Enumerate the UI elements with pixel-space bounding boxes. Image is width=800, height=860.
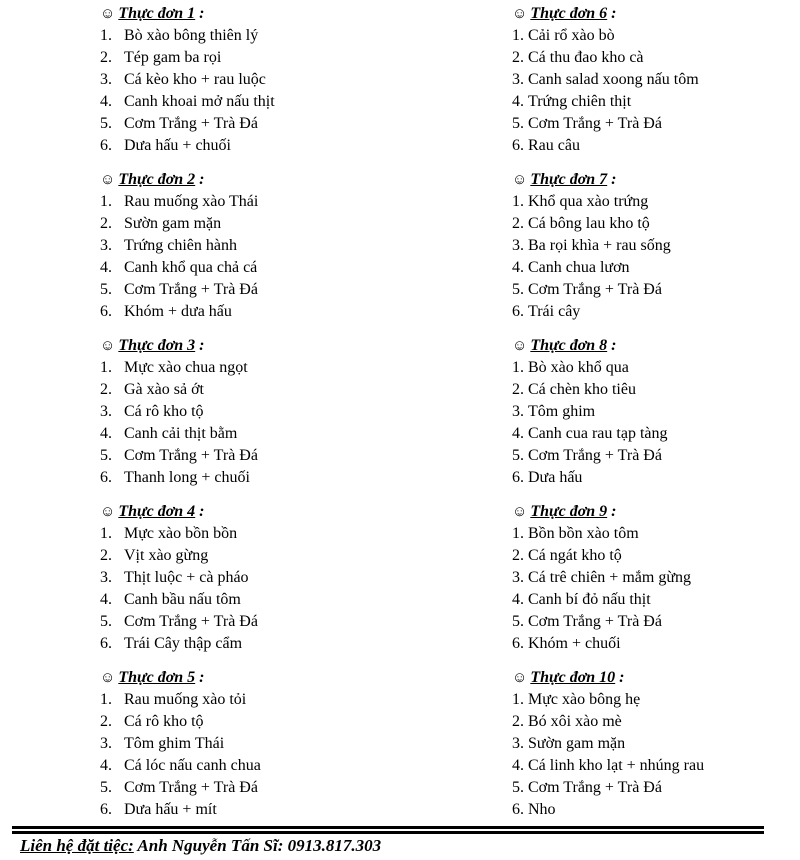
item-number: 1.: [100, 525, 112, 542]
menu-item: [100, 755, 400, 777]
menu-item: [100, 689, 400, 711]
dish-name: Cá bông lau kho tộ: [528, 215, 650, 232]
menu-item: [100, 611, 400, 633]
menu-title-colon: :: [199, 5, 205, 22]
menu-item: [100, 357, 400, 379]
item-number: 4.: [512, 425, 524, 442]
menu-title-text: Thực đơn 3: [118, 337, 196, 354]
menu-title: [100, 3, 400, 25]
dish-name: Canh khổ qua chả cá: [124, 259, 258, 276]
menu-item: [100, 113, 400, 135]
menu-item: [512, 47, 800, 69]
item-number: 6.: [512, 137, 524, 154]
dish-name: Canh khoai mở nấu thịt: [124, 93, 275, 110]
menu-title-colon: :: [199, 171, 205, 188]
menu-item: [100, 301, 400, 323]
item-number: 1.: [100, 691, 112, 708]
divider-line-bottom: [12, 831, 764, 834]
menu-title-text: Thực đơn 2: [118, 171, 196, 188]
dish-name: Khóm + chuối: [528, 635, 621, 652]
dish-name: Cơm Trắng + Trà Đá: [528, 447, 662, 464]
dish-name: Dưa hấu: [528, 469, 583, 486]
menu-item: [512, 213, 800, 235]
menu-item: [100, 257, 400, 279]
menu-title-text: Thực đơn 6: [530, 5, 608, 22]
menu-item: [512, 257, 800, 279]
menu-title: [100, 667, 400, 689]
item-number: 5.: [100, 447, 112, 464]
menu-item: [512, 467, 800, 489]
item-number: 4.: [100, 93, 112, 110]
item-number: 2.: [100, 381, 112, 398]
menu-item: [100, 523, 400, 545]
item-number: 1.: [100, 27, 112, 44]
dish-name: Cá rô kho tộ: [124, 713, 204, 730]
dish-name: Cơm Trắng + Trà Đá: [124, 447, 258, 464]
menu-item: [512, 357, 800, 379]
divider-line-top: [12, 826, 764, 829]
menu-title: [512, 169, 800, 191]
menu-item: [100, 799, 400, 821]
menu-item: [512, 301, 800, 323]
item-number: 5.: [512, 779, 524, 796]
smiley-icon: ☺: [100, 504, 116, 520]
menu-title: [512, 501, 800, 523]
item-number: 6.: [100, 469, 112, 486]
item-number: 5.: [512, 447, 524, 464]
dish-name: Cơm Trắng + Trà Đá: [124, 779, 258, 796]
menu-item: [100, 467, 400, 489]
menu-item: [100, 279, 400, 301]
menu-4: [100, 501, 400, 655]
item-number: 6.: [512, 303, 524, 320]
menu-item: [100, 191, 400, 213]
menu-7: [512, 169, 800, 323]
dish-name: Mực xào chua ngọt: [124, 359, 248, 376]
dish-name: Bò xào khổ qua: [528, 359, 629, 376]
dish-name: Nho: [528, 801, 556, 818]
item-number: 4.: [100, 259, 112, 276]
menu-item: [512, 523, 800, 545]
item-number: 5.: [512, 281, 524, 298]
item-number: 2.: [512, 547, 524, 564]
dish-name: Trứng chiên hành: [124, 237, 237, 254]
item-number: 2.: [100, 547, 112, 564]
menu-title-text: Thực đơn 7: [530, 171, 608, 188]
contact-line: [20, 835, 381, 857]
item-number: 2.: [512, 381, 524, 398]
dish-name: Canh bí đỏ nấu thịt: [528, 591, 651, 608]
item-number: 1.: [512, 525, 524, 542]
menu-item: [100, 401, 400, 423]
item-number: 6.: [100, 801, 112, 818]
item-number: 3.: [512, 569, 524, 586]
item-number: 5.: [100, 115, 112, 132]
menu-title: [512, 3, 800, 25]
dish-name: Tôm ghim Thái: [124, 735, 225, 752]
dish-name: Cá ngát kho tộ: [528, 547, 622, 564]
menu-title: [512, 667, 800, 689]
menu-item: [512, 445, 800, 467]
item-number: 3.: [100, 735, 112, 752]
item-number: 3.: [100, 71, 112, 88]
dish-name: Gà xào sả ớt: [124, 381, 204, 398]
menu-item: [100, 213, 400, 235]
dish-name: Cơm Trắng + Trà Đá: [528, 115, 662, 132]
menu-item: [512, 91, 800, 113]
menu-item: [100, 135, 400, 157]
menu-6: [512, 3, 800, 157]
smiley-icon: ☺: [512, 670, 528, 686]
item-number: 3.: [100, 403, 112, 420]
dish-name: Mực xào bông hẹ: [528, 691, 641, 708]
item-number: 6.: [100, 303, 112, 320]
menu-item: [512, 235, 800, 257]
item-number: 3.: [512, 735, 524, 752]
item-number: 3.: [512, 403, 524, 420]
menu-item: [512, 755, 800, 777]
menu-item: [512, 589, 800, 611]
item-number: 1.: [512, 691, 524, 708]
menu-title-colon: :: [199, 337, 205, 354]
menu-item: [512, 379, 800, 401]
item-number: 6.: [512, 469, 524, 486]
dish-name: Canh cải thịt bằm: [124, 425, 238, 442]
menu-title: [512, 335, 800, 357]
item-number: 5.: [100, 281, 112, 298]
dish-name: Canh salad xoong nấu tôm: [528, 71, 699, 88]
dish-name: Cá chèn kho tiêu: [528, 381, 636, 398]
dish-name: Canh bầu nấu tôm: [124, 591, 241, 608]
item-number: 4.: [512, 757, 524, 774]
contact-details: Anh Nguyễn Tấn Sĩ: 0913.817.303: [137, 836, 382, 855]
menu-title: [100, 169, 400, 191]
smiley-icon: ☺: [100, 670, 116, 686]
item-number: 2.: [100, 713, 112, 730]
menu-title-text: Thực đơn 5: [118, 669, 196, 686]
item-number: 2.: [512, 215, 524, 232]
item-number: 4.: [100, 425, 112, 442]
item-number: 3.: [100, 569, 112, 586]
menu-title-text: Thực đơn 8: [530, 337, 608, 354]
menu-item: [512, 135, 800, 157]
dish-name: Dưa hấu + mít: [124, 801, 217, 818]
dish-name: Cơm Trắng + Trà Đá: [124, 115, 258, 132]
menu-item: [512, 423, 800, 445]
menu-item: [100, 589, 400, 611]
menu-item: [100, 25, 400, 47]
dish-name: Sườn gam mặn: [528, 735, 626, 752]
dish-name: Ba rọi khìa + rau sống: [528, 237, 671, 254]
dish-name: Canh chua lươn: [528, 259, 630, 276]
item-number: 1.: [100, 359, 112, 376]
menu-item: [512, 633, 800, 655]
smiley-icon: ☺: [512, 338, 528, 354]
menu-item: [512, 733, 800, 755]
dish-name: Rau câu: [528, 137, 580, 154]
item-number: 6.: [512, 801, 524, 818]
smiley-icon: ☺: [512, 6, 528, 22]
item-number: 2.: [100, 215, 112, 232]
menu-title-text: Thực đơn 1: [118, 5, 196, 22]
menu-item: [100, 777, 400, 799]
item-number: 1.: [512, 359, 524, 376]
dish-name: Rau muống xào tỏi: [124, 691, 247, 708]
menu-title-text: Thực đơn 4: [118, 503, 196, 520]
dish-name: Cá trê chiên + mắm gừng: [528, 569, 691, 586]
menu-item: [512, 777, 800, 799]
menu-item: [100, 567, 400, 589]
menu-item: [512, 711, 800, 733]
item-number: 1.: [512, 27, 524, 44]
menu-item: [512, 545, 800, 567]
dish-name: Bồn bồn xào tôm: [528, 525, 639, 542]
dish-name: Cải rổ xào bò: [528, 27, 615, 44]
menu-item: [512, 689, 800, 711]
menu-item: [512, 799, 800, 821]
menu-item: [100, 379, 400, 401]
item-number: 1.: [100, 193, 112, 210]
menu-item: [100, 91, 400, 113]
menu-item: [100, 69, 400, 91]
menu-title-colon: :: [199, 503, 205, 520]
dish-name: Cá thu đao kho cà: [528, 49, 644, 66]
menu-item: [100, 633, 400, 655]
dish-name: Tôm ghim: [528, 403, 596, 420]
menu-title: [100, 335, 400, 357]
menu-item: [100, 235, 400, 257]
menu-item: [100, 47, 400, 69]
contact-label: Liên hệ đặt tiệc:: [20, 836, 134, 855]
menu-title-colon: :: [611, 5, 617, 22]
menu-title-text: Thực đơn 10: [530, 669, 616, 686]
item-number: 2.: [512, 713, 524, 730]
dish-name: Vịt xào gừng: [124, 547, 209, 564]
dish-name: Mực xào bồn bồn: [124, 525, 238, 542]
dish-name: Khổ qua xào trứng: [528, 193, 649, 210]
menu-3: [100, 335, 400, 489]
menu-8: [512, 335, 800, 489]
item-number: 6.: [100, 635, 112, 652]
dish-name: Sườn gam mặn: [124, 215, 222, 232]
smiley-icon: ☺: [100, 6, 116, 22]
menu-item: [512, 191, 800, 213]
menu-item: [512, 279, 800, 301]
menu-title-colon: :: [619, 669, 625, 686]
dish-name: Cơm Trắng + Trà Đá: [528, 779, 662, 796]
menu-title-colon: :: [611, 503, 617, 520]
item-number: 5.: [512, 115, 524, 132]
item-number: 1.: [512, 193, 524, 210]
item-number: 4.: [512, 93, 524, 110]
menu-item: [512, 69, 800, 91]
menu-1: [100, 3, 400, 157]
menu-item: [512, 25, 800, 47]
menu-title-text: Thực đơn 9: [530, 503, 608, 520]
item-number: 4.: [100, 591, 112, 608]
dish-name: Cá rô kho tộ: [124, 403, 204, 420]
item-number: 3.: [512, 237, 524, 254]
item-number: 6.: [512, 635, 524, 652]
menu-item: [512, 401, 800, 423]
item-number: 5.: [100, 613, 112, 630]
menu-title-colon: :: [611, 337, 617, 354]
item-number: 5.: [100, 779, 112, 796]
dish-name: Thịt luộc + cà pháo: [124, 569, 249, 586]
menu-9: [512, 501, 800, 655]
dish-name: Cơm Trắng + Trà Đá: [528, 281, 662, 298]
menu-10: [512, 667, 800, 821]
smiley-icon: ☺: [100, 338, 116, 354]
menu-2: [100, 169, 400, 323]
menu-item: [100, 423, 400, 445]
menu-5: [100, 667, 400, 821]
dish-name: Cơm Trắng + Trà Đá: [124, 613, 258, 630]
dish-name: Trái Cây thập cẩm: [124, 635, 243, 652]
dish-name: Cá linh kho lạt + nhúng rau: [528, 757, 705, 774]
menu-item: [100, 445, 400, 467]
item-number: 2.: [100, 49, 112, 66]
menu-title: [100, 501, 400, 523]
item-number: 4.: [512, 259, 524, 276]
menu-item: [100, 545, 400, 567]
dish-name: Trứng chiên thịt: [528, 93, 632, 110]
menu-item: [100, 733, 400, 755]
item-number: 5.: [512, 613, 524, 630]
dish-name: Bó xôi xào mè: [528, 713, 622, 730]
menu-title-colon: :: [611, 171, 617, 188]
dish-name: Dưa hấu + chuối: [124, 137, 231, 154]
smiley-icon: ☺: [100, 172, 116, 188]
dish-name: Tép gam ba rọi: [124, 49, 222, 66]
item-number: 4.: [100, 757, 112, 774]
menu-item: [100, 711, 400, 733]
menu-item: [512, 113, 800, 135]
dish-name: Thanh long + chuối: [124, 469, 250, 486]
smiley-icon: ☺: [512, 504, 528, 520]
dish-name: Cá kèo kho + rau luộc: [124, 71, 266, 88]
dish-name: Rau muống xào Thái: [124, 193, 259, 210]
menu-title-colon: :: [199, 669, 205, 686]
dish-name: Cơm Trắng + Trà Đá: [528, 613, 662, 630]
dish-name: Trái cây: [528, 303, 581, 320]
item-number: 4.: [512, 591, 524, 608]
dish-name: Bò xào bông thiên lý: [124, 27, 259, 44]
dish-name: Cơm Trắng + Trà Đá: [124, 281, 258, 298]
item-number: 6.: [100, 137, 112, 154]
dish-name: Cá lóc nấu canh chua: [124, 757, 261, 774]
menu-item: [512, 611, 800, 633]
item-number: 3.: [512, 71, 524, 88]
dish-name: Canh cua rau tạp tàng: [528, 425, 668, 442]
dish-name: Khóm + dưa hấu: [124, 303, 232, 320]
item-number: 2.: [512, 49, 524, 66]
item-number: 3.: [100, 237, 112, 254]
smiley-icon: ☺: [512, 172, 528, 188]
menu-item: [512, 567, 800, 589]
